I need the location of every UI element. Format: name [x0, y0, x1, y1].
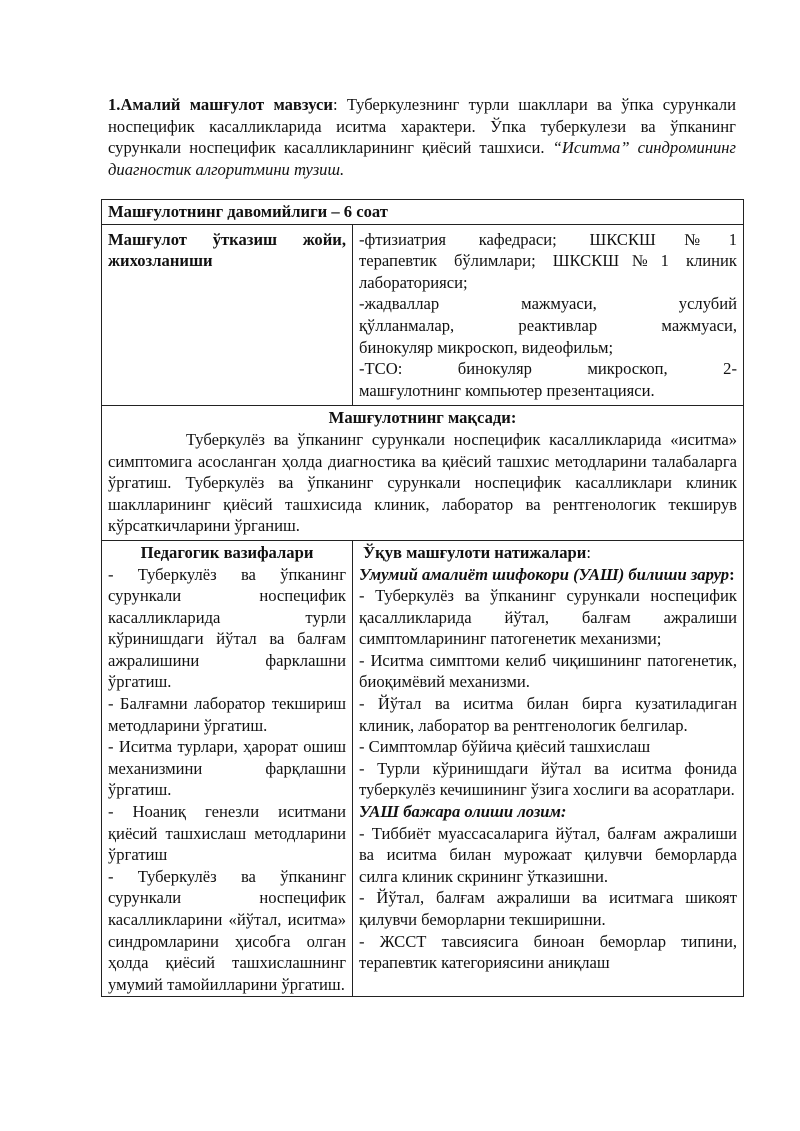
results-title: Ўқув машғулоти натижалари	[363, 542, 587, 562]
goal-text: Туберкулёз ва ўпканинг сурункали носпецифик касалликларида «иситма» симптомига асосланган ҳолда диагностика ва қиёсий ташхис методларини талабаларга ўргатиш. Туберкулёз ва ўпканинг сурункали носпецифик касалликлари клиник шаклларининг қиёсий ташхисида клиник, лаборатор ва рентгенологик текширув кўрсаткичларини ўрганиш.	[108, 429, 737, 536]
goal-title: Машғулотнинг мақсади:	[328, 408, 517, 428]
results-know-item: - Иситма симптоми келиб чиқишининг патогенетик, биоқимёвий механизми.	[359, 650, 737, 692]
venue-label-line: Машғулот ўтказиш жойи,	[108, 229, 346, 249]
venue-line: қўлланмалар, реактивлар мажмуаси,	[359, 315, 737, 335]
results-know-item: - Турли кўринишдаги йўтал ва иситма фонида туберкулёз кечишининг ўзига хослиги ва асоратлари.	[359, 758, 737, 800]
venue-line: лабораторияси;	[359, 272, 468, 292]
venue-line: -фтизиатрия кафедраси; ШКСКШ№1	[359, 229, 737, 249]
results-know-item: - Туберкулёз ва ўпканинг сурункали носпецифик қасалликларида йўтал, балғам ажралиши симптомларининг патогенетик механизми;	[359, 586, 737, 649]
pedagogical-item: - Иситма турлари, ҳарорат ошиш механизмини фарқлашни ўргатиш.	[108, 737, 346, 800]
goal-cell	[102, 406, 744, 541]
lesson-table	[101, 199, 744, 997]
results-subtitle-can: УАШ бажара олиши лозим:	[359, 802, 567, 822]
lesson-topic-italic: “Иситма” синдромининг диагностик алгоритмини тузиш.	[108, 138, 736, 179]
lesson-topic-text: Туберкулезнинг турли шакллари ва ўпка сурункали носпецифик касалликларида иситма характери. Ўпка туберкулези ва ўпканинг сурункали носпецифик касалликларининг қиёсий ташхиси.	[108, 95, 736, 158]
venue-line: -ТСО: бинокуляр микроскоп, 2-	[359, 359, 737, 379]
results-know-item: - Йўтал ва иситма билан бирга кузатиладиган клиник, лаборатор ва рентгенологик белгилар.	[359, 694, 737, 735]
results-subtitle-know	[359, 564, 737, 586]
pedagogical-item: - Туберкулёз ва ўпканинг сурункали носпецифик касалликларида турли кўринишдаги йўтал ва балғам ажралишини фарклашни ўргатиш.	[108, 564, 346, 692]
lesson-topic-label: 1.Амалий машғулот мавзуси	[108, 95, 333, 114]
venue-line: терапевтик бўлимлари; ШКСКШ№1 клиник	[359, 251, 737, 271]
results-subtitle-know-colon: :	[729, 564, 735, 584]
venue-label	[102, 224, 353, 406]
duration-cell: Машғулотнинг давомийлиги – 6 соат	[102, 200, 744, 225]
venue-line: машғулотнинг компьютер презентацияси.	[359, 380, 655, 400]
pedagogical-item: - Балғамни лаборатор текшириш методларини ўргатиш.	[108, 694, 346, 735]
pedagogical-title: Педагогик вазифалари	[140, 542, 314, 562]
goal-row	[102, 406, 744, 541]
results-title-line	[359, 542, 737, 564]
pedagogical-tasks-cell	[102, 540, 353, 996]
results-subtitle-know-text: Умумий амалиёт шифокори (УАШ) билиши зарур	[359, 564, 730, 584]
results-can-item: - Йўтал, балғам ажралиши ва иситмага шикоят қилувчи беморларни текширишни.	[359, 888, 737, 929]
tasks-results-row	[102, 540, 744, 996]
duration-row	[102, 200, 744, 225]
venue-line: бинокуляр микроскоп, видеофильм;	[359, 337, 614, 357]
venue-details	[353, 224, 744, 406]
venue-line: -жадваллар мажмуаси, услубий	[359, 294, 737, 314]
results-can-item: - Тиббиёт муассасаларига йўтал, балғам ажралиши ва иситма билан мурожаат қилувчи беморларда силга клиник скрининг ўтказишни.	[359, 823, 737, 886]
results-can-item: - ЖССТ тавсиясига биноан беморлар типини, терапевтик категориясини аниқлаш	[359, 931, 737, 973]
learning-results-cell	[353, 540, 744, 996]
venue-row	[102, 224, 744, 406]
lesson-topic-colon: :	[332, 95, 338, 114]
pedagogical-item: - Туберкулёз ва ўпканинг сурункали носпецифик касалликларини «йўтал, иситма» синдромларини ҳисобга олган ҳолда қиёсий ташхислашнинг умумий тамойилларини ўргатиш.	[108, 866, 346, 994]
results-know-item: - Симптомлар бўйича қиёсий ташхислаш	[359, 737, 651, 757]
pedagogical-item: - Ноаниқ генезли иситмани қиёсий ташхислаш методларини ўргатиш	[108, 802, 346, 865]
results-title-colon: :	[586, 542, 591, 562]
lesson-heading	[108, 94, 736, 180]
venue-label-line: жихозланиши	[108, 251, 213, 271]
